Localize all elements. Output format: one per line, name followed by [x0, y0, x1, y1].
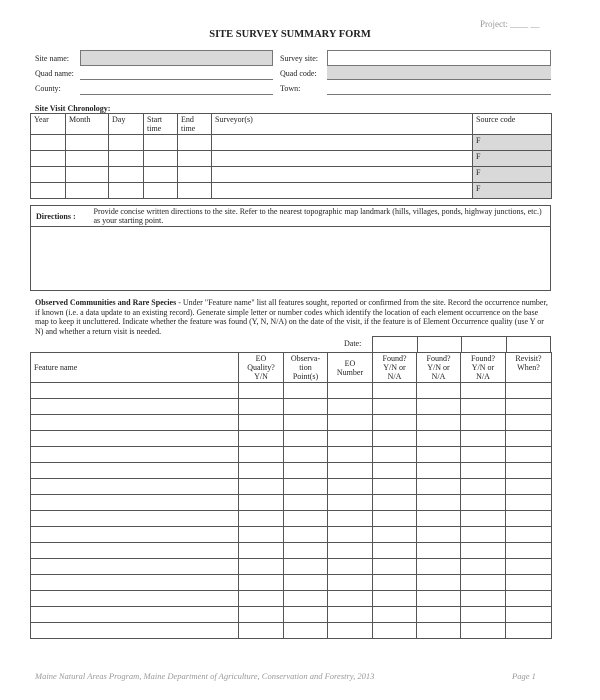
observed-instructions: [35, 298, 550, 336]
directions-box: [30, 205, 551, 291]
observed-heading: Observed Communities and Rare Species: [35, 298, 177, 307]
date-input[interactable]: [373, 337, 418, 353]
table-cell[interactable]: [31, 183, 66, 199]
table-row: [31, 399, 552, 415]
table-cell[interactable]: [506, 559, 552, 575]
table-row: [31, 183, 552, 199]
directions-input[interactable]: [31, 227, 551, 291]
table-cell[interactable]: [506, 399, 552, 415]
table-cell[interactable]: [31, 383, 239, 399]
table-cell[interactable]: [373, 527, 417, 543]
table-row: [31, 431, 552, 447]
table-cell[interactable]: [328, 463, 373, 479]
table-cell[interactable]: [239, 399, 284, 415]
county-input[interactable]: [80, 94, 273, 95]
table-cell[interactable]: [506, 431, 552, 447]
date-input[interactable]: [506, 337, 551, 353]
table-cell[interactable]: [417, 415, 461, 431]
table-cell[interactable]: [373, 479, 417, 495]
table-cell[interactable]: [461, 591, 506, 607]
table-cell[interactable]: [239, 511, 284, 527]
date-label: Date:: [344, 339, 362, 348]
source-code-cell[interactable]: F: [473, 183, 552, 199]
table-cell[interactable]: [31, 151, 66, 167]
table-cell[interactable]: [461, 479, 506, 495]
table-cell[interactable]: [284, 559, 328, 575]
table-cell[interactable]: [284, 607, 328, 623]
quad-name-input[interactable]: [80, 79, 273, 80]
table-cell[interactable]: [328, 415, 373, 431]
table-cell[interactable]: [417, 543, 461, 559]
page-number: Page 1: [512, 671, 536, 681]
source-code-cell[interactable]: F: [473, 135, 552, 151]
table-cell[interactable]: [506, 511, 552, 527]
table-cell[interactable]: [31, 591, 239, 607]
table-cell[interactable]: [417, 607, 461, 623]
site-name-input[interactable]: [80, 50, 273, 66]
table-cell[interactable]: [31, 495, 239, 511]
table-cell[interactable]: [506, 415, 552, 431]
observed-table: [30, 352, 552, 639]
table-cell[interactable]: [66, 151, 109, 167]
table-cell[interactable]: [506, 527, 552, 543]
table-cell[interactable]: [328, 559, 373, 575]
table-row: [31, 151, 552, 167]
table-cell[interactable]: [239, 527, 284, 543]
table-cell[interactable]: [461, 559, 506, 575]
table-cell[interactable]: [506, 623, 552, 639]
table-cell[interactable]: [239, 463, 284, 479]
table-cell[interactable]: [417, 591, 461, 607]
table-cell[interactable]: [109, 167, 144, 183]
header-eo-number: EO Number: [328, 353, 373, 383]
observed-text: - Under "Feature name" list all features sought, reported or confirmed from the site. Record the occurrence number, if known (i.e. a data update to an existing record). Generate simple letter or number codes which identify the location of each element occurrence on the base map to keep it uncluttered. Indicate whether the feature was found (Y, N, N/A) on the date of the visit, if the feature is of Element Occurrence quality (use Y or N) and whether a return visit is needed.: [35, 298, 548, 336]
table-cell[interactable]: [373, 463, 417, 479]
table-cell[interactable]: [212, 183, 473, 199]
town-input[interactable]: [327, 94, 551, 95]
table-cell[interactable]: [328, 479, 373, 495]
county-label: County:: [35, 84, 61, 93]
table-cell[interactable]: [284, 527, 328, 543]
table-cell[interactable]: [417, 559, 461, 575]
page-title: SITE SURVEY SUMMARY FORM: [209, 29, 371, 40]
table-row: [31, 543, 552, 559]
table-cell[interactable]: [31, 479, 239, 495]
table-cell[interactable]: [417, 431, 461, 447]
table-cell[interactable]: [506, 383, 552, 399]
table-cell[interactable]: [284, 495, 328, 511]
table-cell[interactable]: [31, 167, 66, 183]
table-cell[interactable]: [31, 135, 66, 151]
table-cell[interactable]: [417, 623, 461, 639]
table-cell[interactable]: [239, 383, 284, 399]
table-row: [31, 511, 552, 527]
table-cell[interactable]: [66, 135, 109, 151]
table-cell[interactable]: [239, 479, 284, 495]
table-cell[interactable]: [373, 543, 417, 559]
survey-site-input[interactable]: [327, 50, 551, 66]
table-cell[interactable]: [109, 151, 144, 167]
table-cell[interactable]: [328, 399, 373, 415]
table-cell[interactable]: [328, 591, 373, 607]
table-cell[interactable]: [506, 607, 552, 623]
table-row: [31, 135, 552, 151]
table-cell[interactable]: [239, 623, 284, 639]
date-input[interactable]: [417, 337, 462, 353]
header-revisit: Revisit? When?: [506, 353, 552, 383]
table-cell[interactable]: [417, 511, 461, 527]
directions-instructions: Provide concise written directions to the site. Refer to the nearest topographic map landmark (hills, villages, ponds, highway junctions, etc.) as your starting point.: [91, 206, 551, 227]
header-end-time: End time: [178, 114, 212, 135]
table-cell[interactable]: [461, 511, 506, 527]
table-cell[interactable]: [239, 575, 284, 591]
table-cell[interactable]: [284, 383, 328, 399]
table-cell[interactable]: [461, 575, 506, 591]
header-found-3: Found? Y/N or N/A: [461, 353, 506, 383]
table-cell[interactable]: [506, 463, 552, 479]
table-cell[interactable]: [328, 447, 373, 463]
table-cell[interactable]: [239, 431, 284, 447]
table-cell[interactable]: [506, 543, 552, 559]
table-cell[interactable]: [284, 463, 328, 479]
table-cell[interactable]: [31, 623, 239, 639]
table-cell[interactable]: [417, 495, 461, 511]
footer-credit: Maine Natural Areas Program, Maine Department of Agriculture, Conservation and Forestry, 2013: [35, 671, 375, 681]
table-row: [31, 575, 552, 591]
table-cell[interactable]: [212, 135, 473, 151]
source-code-cell[interactable]: F: [473, 167, 552, 183]
table-cell[interactable]: [461, 527, 506, 543]
table-cell[interactable]: [178, 183, 212, 199]
table-cell[interactable]: [461, 383, 506, 399]
table-cell[interactable]: [461, 463, 506, 479]
table-cell[interactable]: [328, 543, 373, 559]
table-cell[interactable]: [31, 463, 239, 479]
table-cell[interactable]: [239, 559, 284, 575]
table-cell[interactable]: [144, 151, 178, 167]
header-observation-points: Observa-tion Point(s): [284, 353, 328, 383]
survey-site-label: Survey site:: [280, 54, 318, 63]
table-cell[interactable]: [31, 559, 239, 575]
table-cell[interactable]: [328, 383, 373, 399]
table-cell[interactable]: [144, 167, 178, 183]
table-cell[interactable]: [328, 431, 373, 447]
table-cell[interactable]: [284, 431, 328, 447]
header-surveyors: Surveyor(s): [212, 114, 473, 135]
table-row: [31, 447, 552, 463]
table-cell[interactable]: [417, 479, 461, 495]
table-cell[interactable]: [373, 591, 417, 607]
table-cell[interactable]: [284, 575, 328, 591]
table-cell[interactable]: [284, 415, 328, 431]
date-row: [372, 336, 551, 353]
table-cell[interactable]: [417, 463, 461, 479]
table-cell[interactable]: [284, 447, 328, 463]
table-cell[interactable]: [31, 399, 239, 415]
table-cell[interactable]: [373, 511, 417, 527]
table-cell[interactable]: [178, 135, 212, 151]
table-cell[interactable]: [506, 495, 552, 511]
table-row: [31, 623, 552, 639]
table-cell[interactable]: [31, 511, 239, 527]
table-cell[interactable]: [417, 399, 461, 415]
date-input[interactable]: [462, 337, 507, 353]
table-row: [31, 527, 552, 543]
table-cell[interactable]: [328, 607, 373, 623]
table-cell[interactable]: [178, 151, 212, 167]
table-cell[interactable]: [328, 495, 373, 511]
table-cell[interactable]: [506, 591, 552, 607]
header-source-code: Source code: [473, 114, 552, 135]
table-row: [31, 479, 552, 495]
quad-code-input[interactable]: [327, 66, 551, 80]
table-cell[interactable]: [328, 527, 373, 543]
table-cell[interactable]: [66, 167, 109, 183]
table-row: [31, 559, 552, 575]
table-cell[interactable]: [417, 527, 461, 543]
table-cell[interactable]: [239, 543, 284, 559]
table-cell[interactable]: [373, 399, 417, 415]
table-cell[interactable]: [144, 183, 178, 199]
table-cell[interactable]: [31, 431, 239, 447]
table-cell[interactable]: [328, 575, 373, 591]
table-row: [31, 607, 552, 623]
table-cell[interactable]: [328, 511, 373, 527]
table-cell[interactable]: [461, 399, 506, 415]
table-cell[interactable]: [212, 167, 473, 183]
table-cell[interactable]: [461, 607, 506, 623]
table-row: [31, 383, 552, 399]
header-eo-quality: EO Quality? Y/N: [239, 353, 284, 383]
chronology-heading: Site Visit Chronology:: [35, 104, 111, 113]
table-cell[interactable]: [239, 607, 284, 623]
table-cell[interactable]: [239, 591, 284, 607]
table-cell[interactable]: [284, 623, 328, 639]
town-label: Town:: [280, 84, 301, 93]
table-cell[interactable]: [373, 431, 417, 447]
table-row: [31, 167, 552, 183]
header-year: Year: [31, 114, 66, 135]
table-cell[interactable]: [461, 495, 506, 511]
table-cell[interactable]: [461, 543, 506, 559]
table-cell[interactable]: [373, 607, 417, 623]
table-cell[interactable]: [373, 495, 417, 511]
table-row: [31, 591, 552, 607]
table-cell[interactable]: [373, 623, 417, 639]
table-cell[interactable]: [506, 575, 552, 591]
table-cell[interactable]: [461, 447, 506, 463]
table-row: [31, 415, 552, 431]
table-cell[interactable]: [373, 559, 417, 575]
table-row: [31, 463, 552, 479]
header-start-time: Start time: [144, 114, 178, 135]
table-cell[interactable]: [239, 447, 284, 463]
table-cell[interactable]: [506, 447, 552, 463]
table-cell[interactable]: [109, 135, 144, 151]
chronology-table: [30, 113, 552, 199]
table-cell[interactable]: [31, 543, 239, 559]
table-cell[interactable]: [284, 591, 328, 607]
header-found-2: Found? Y/N or N/A: [417, 353, 461, 383]
table-cell[interactable]: [31, 447, 239, 463]
quad-name-label: Quad name:: [35, 69, 74, 78]
table-cell[interactable]: [284, 543, 328, 559]
table-cell[interactable]: [239, 495, 284, 511]
table-cell[interactable]: [284, 399, 328, 415]
table-cell[interactable]: [461, 431, 506, 447]
header-day: Day: [109, 114, 144, 135]
table-cell[interactable]: [31, 527, 239, 543]
header-feature-name: Feature name: [31, 353, 239, 383]
table-cell[interactable]: [417, 447, 461, 463]
project-label: Project: ____ __: [480, 19, 540, 29]
directions-label: Directions :: [31, 206, 91, 227]
table-cell[interactable]: [373, 383, 417, 399]
table-cell[interactable]: [373, 447, 417, 463]
table-cell[interactable]: [109, 183, 144, 199]
table-cell[interactable]: [66, 183, 109, 199]
table-cell[interactable]: [144, 135, 178, 151]
table-row: [31, 495, 552, 511]
table-cell[interactable]: [461, 623, 506, 639]
table-cell[interactable]: [31, 607, 239, 623]
table-cell[interactable]: [31, 575, 239, 591]
table-cell[interactable]: [417, 383, 461, 399]
table-cell[interactable]: [373, 415, 417, 431]
source-code-cell[interactable]: F: [473, 151, 552, 167]
table-cell[interactable]: [239, 415, 284, 431]
quad-code-label: Quad code:: [280, 69, 317, 78]
table-cell[interactable]: [284, 511, 328, 527]
header-found-1: Found? Y/N or N/A: [373, 353, 417, 383]
site-name-label: Site name:: [35, 54, 69, 63]
table-cell[interactable]: [328, 623, 373, 639]
table-cell[interactable]: [284, 479, 328, 495]
table-cell[interactable]: [506, 479, 552, 495]
header-month: Month: [66, 114, 109, 135]
table-cell[interactable]: [31, 415, 239, 431]
table-cell[interactable]: [178, 167, 212, 183]
table-cell[interactable]: [461, 415, 506, 431]
table-cell[interactable]: [417, 575, 461, 591]
table-cell[interactable]: [373, 575, 417, 591]
table-cell[interactable]: [212, 151, 473, 167]
